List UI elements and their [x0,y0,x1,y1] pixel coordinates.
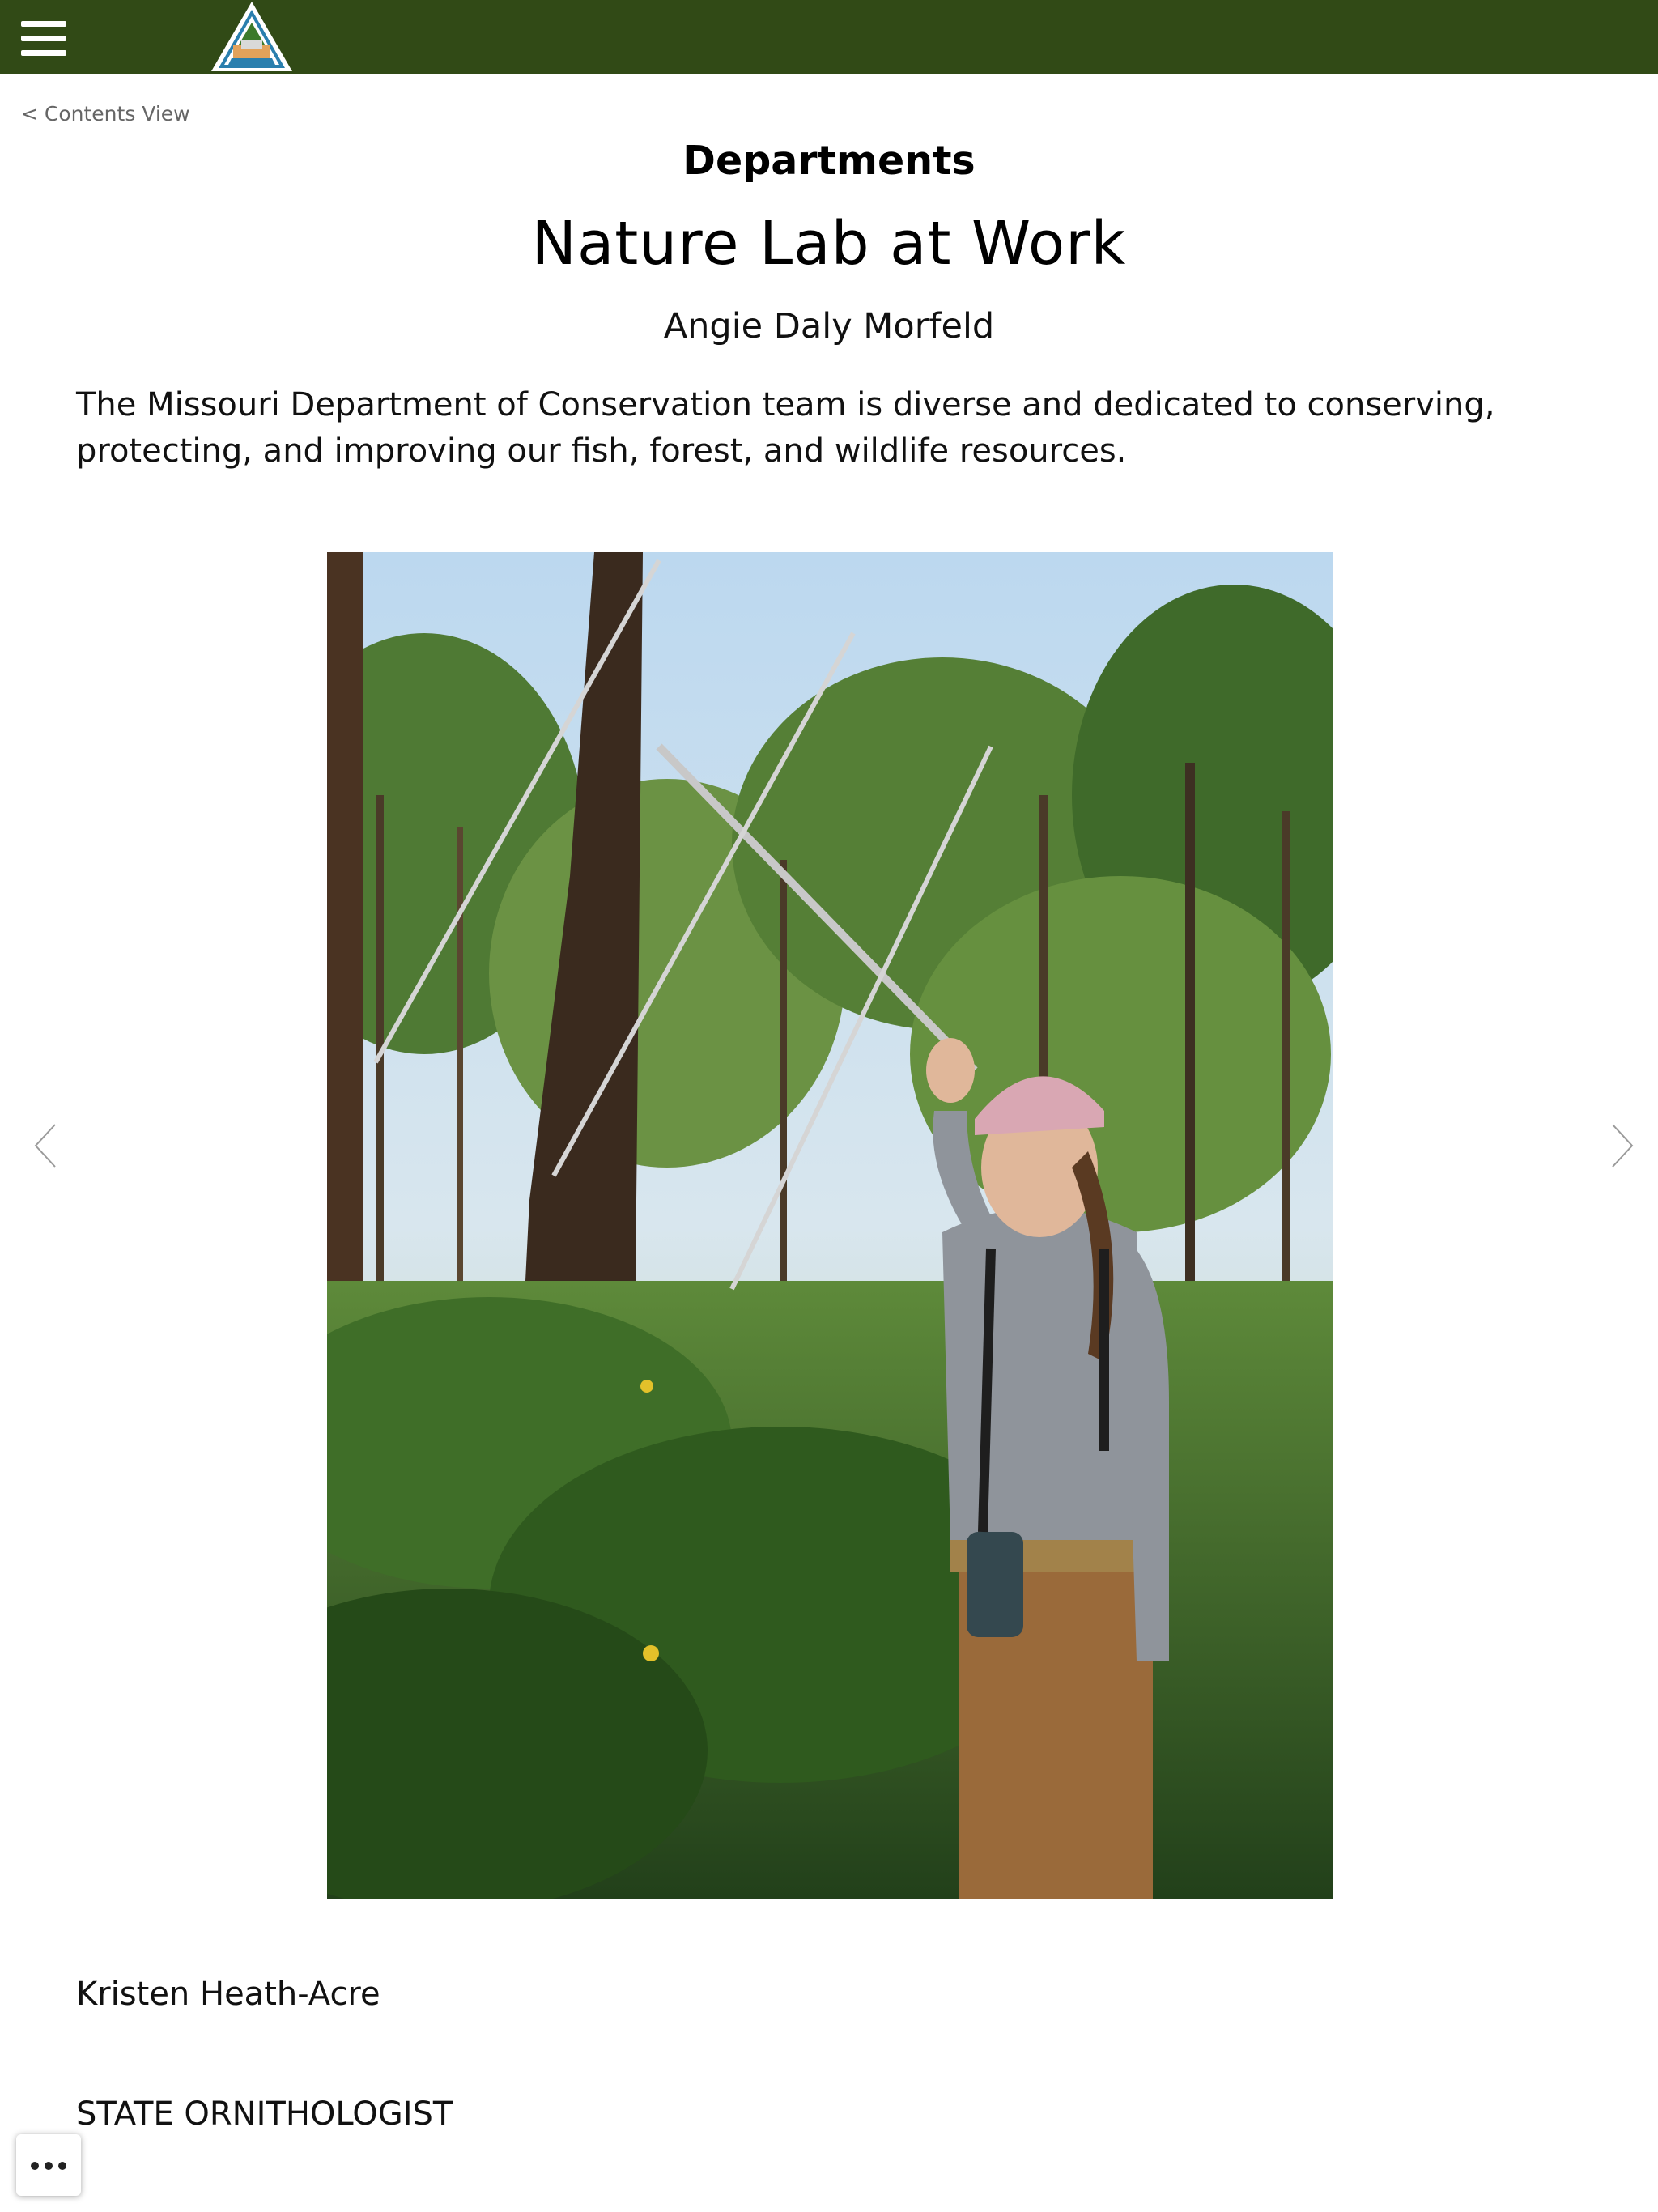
article-intro: The Missouri Department of Conservation team is diverse and dedicated to conserving, protecting, and improving our fish, forest, and wildlife resources. [76,386,1495,470]
conservation-logo[interactable] [209,0,295,73]
contents-view-link[interactable]: < Contents View [21,102,190,125]
section-title: Departments [682,138,976,184]
top-bar [0,0,1658,74]
article-photo [327,552,1333,1899]
chevron-left-icon[interactable] [31,1121,63,1170]
more-options-icon[interactable] [16,2134,81,2196]
person-name: Kristen Heath-Acre [76,1976,380,2013]
chevron-right-icon[interactable] [1605,1121,1637,1170]
hamburger-menu-icon[interactable] [21,21,66,57]
article-author: Angie Daly Morfeld [663,306,995,347]
person-role: STATE ORNITHOLOGIST [76,2095,453,2133]
article-title: Nature Lab at Work [531,209,1127,279]
